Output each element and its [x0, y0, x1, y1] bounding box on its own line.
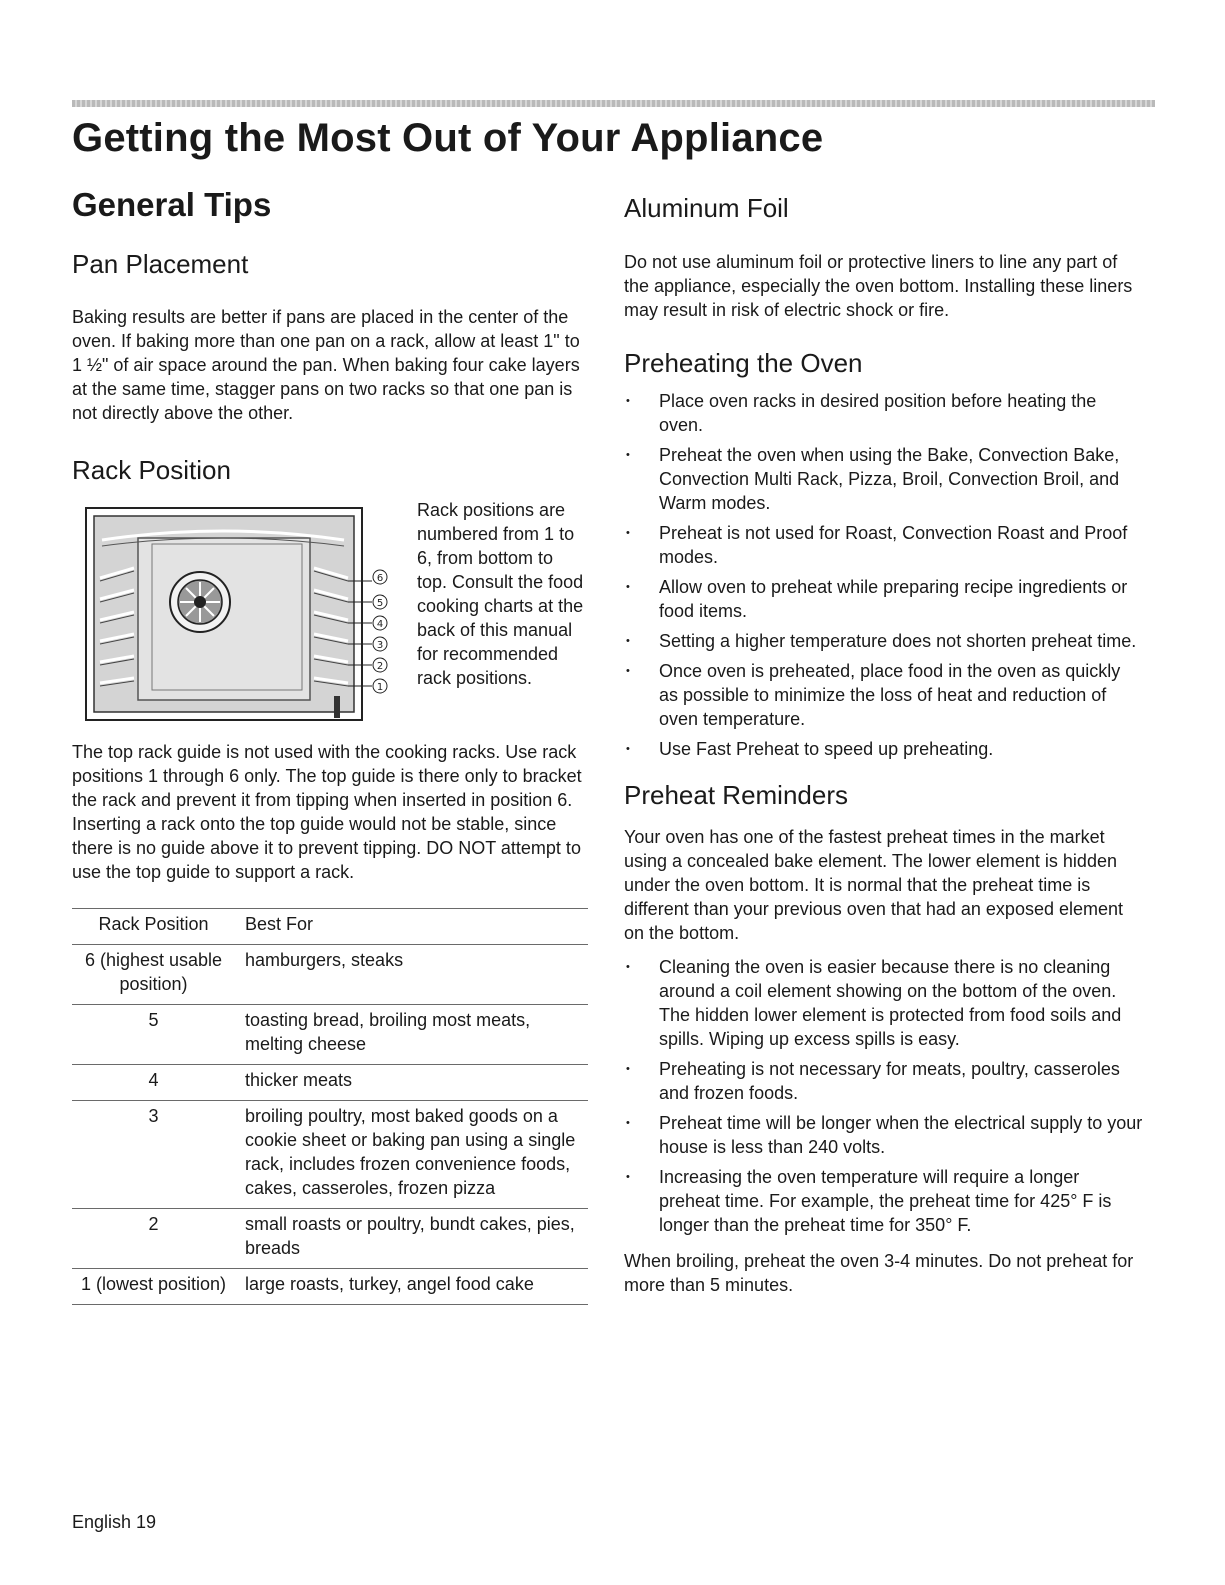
table-cell-rack: 1 (lowest position)	[72, 1269, 245, 1305]
table-cell-rack: 6 (highest usable position)	[72, 945, 245, 1005]
preheat-reminders-list	[624, 955, 1144, 1237]
table-cell-best: small roasts or poultry, bundt cakes, pies, breads	[245, 1209, 588, 1269]
aluminum-foil-heading: Aluminum Foil	[624, 193, 789, 223]
rack-figure-block	[72, 502, 592, 724]
table-cell-rack: 2	[72, 1209, 245, 1269]
rack-label-5	[373, 595, 387, 609]
table-cell-rack: 4	[72, 1065, 245, 1101]
svg-text:3: 3	[376, 640, 384, 651]
list-item: • Cleaning the oven is easier because there is no cleaning around a coil element showing on the bottom of the oven. The hidden lower element is protected from food soils and spills. Wiping up excess spills is easy.	[624, 955, 1144, 1051]
rack-position-table	[72, 908, 588, 1305]
section-title: General Tips	[72, 186, 272, 223]
table-row	[72, 1065, 588, 1101]
left-column	[72, 186, 592, 1305]
table-row	[72, 945, 588, 1005]
rack-position-heading: Rack Position	[72, 455, 231, 485]
table-row	[72, 1269, 588, 1305]
preheat-reminders-heading: Preheat Reminders	[624, 780, 848, 810]
header-rule	[72, 100, 1155, 107]
list-item: • Allow oven to preheat while preparing recipe ingredients or food items.	[624, 575, 1144, 623]
rack-label-6	[373, 570, 387, 584]
aluminum-foil-text: Do not use aluminum foil or protective liners to line any part of the appliance, especially the oven bottom. Installing these liners may result in risk of electric shock or fire.	[624, 252, 1133, 320]
table-cell-rack: 5	[72, 1005, 245, 1065]
list-item: • Once oven is preheated, place food in the oven as quickly as possible to minimize the loss of heat and reduction of oven temperature.	[624, 659, 1144, 731]
table-header-row	[72, 909, 588, 945]
table-cell-best: broiling poultry, most baked goods on a cookie sheet or baking pan using a single rack, includes frozen convenience foods, cakes, casseroles, frozen pizza	[245, 1101, 588, 1209]
preheating-heading: Preheating the Oven	[624, 348, 863, 378]
list-item: • Preheating is not necessary for meats, poultry, casseroles and frozen foods.	[624, 1057, 1144, 1105]
svg-text:4: 4	[376, 619, 384, 630]
table-row	[72, 1101, 588, 1209]
rack-label-3	[373, 637, 387, 651]
table-cell-best: thicker meats	[245, 1065, 588, 1101]
list-item: • Preheat time will be longer when the electrical supply to your house is less than 240 volts.	[624, 1111, 1144, 1159]
rack-position-text: The top rack guide is not used with the cooking racks. Use rack positions 1 through 6 only. The top guide is there only to bracket the rack and prevent it from tipping when inserted in position 6. Inserting a rack onto the top guide would not be stable, since there is no guide above it to prevent tipping. DO NOT attempt to use the top guide to support a rack.	[72, 742, 582, 882]
svg-text:6: 6	[376, 573, 384, 584]
pan-placement-text: Baking results are better if pans are placed in the center of the oven. If baking more than one pan on a rack, allow at least 1" to 1 ½" of air space around the pan. When baking four cake layers at the same time, stagger pans on two racks so that one pan is not directly above the other.	[72, 307, 580, 423]
table-header-rack: Rack Position	[72, 909, 245, 945]
oven-rack-diagram	[72, 502, 407, 724]
list-item: • Place oven racks in desired position before heating the oven.	[624, 389, 1144, 437]
list-item: • Increasing the oven temperature will require a longer preheat time. For example, the preheat time for 425° F is longer than the preheat time for 350° F.	[624, 1165, 1144, 1237]
preheat-closing-text: When broiling, preheat the oven 3-4 minutes. Do not preheat for more than 5 minutes.	[624, 1251, 1134, 1295]
list-item: • Preheat is not used for Roast, Convection Roast and Proof modes.	[624, 521, 1144, 569]
preheat-reminders-intro: Your oven has one of the fastest preheat times in the market using a concealed bake element. The lower element is hidden under the oven bottom. It is normal that the preheat time is different than your previous oven that had an exposed element on the bottom.	[624, 827, 1124, 943]
rack-label-4	[373, 616, 387, 630]
list-item: • Use Fast Preheat to speed up preheating.	[624, 737, 1144, 761]
right-column	[624, 186, 1144, 1297]
rack-label-1	[373, 679, 387, 693]
table-row	[72, 1209, 588, 1269]
table-cell-best: toasting bread, broiling most meats, melting cheese	[245, 1005, 588, 1065]
table-row	[72, 1005, 588, 1065]
page-footer: English 19	[72, 1512, 157, 1532]
rack-note: Rack positions are numbered from 1 to 6, from bottom to top. Consult the food cooking charts at the back of this manual for recommended rack positions.	[417, 500, 584, 688]
preheating-list	[624, 389, 1144, 761]
table-cell-rack: 3	[72, 1101, 245, 1209]
table-cell-best: large roasts, turkey, angel food cake	[245, 1269, 588, 1305]
svg-text:1: 1	[376, 682, 384, 693]
pan-placement-heading: Pan Placement	[72, 249, 249, 279]
list-item: • Setting a higher temperature does not shorten preheat time.	[624, 629, 1144, 653]
table-cell-best: hamburgers, steaks	[245, 945, 588, 1005]
table-header-best: Best For	[245, 909, 588, 945]
page-title: Getting the Most Out of Your Appliance	[72, 116, 824, 160]
svg-text:2: 2	[376, 661, 384, 672]
list-item: • Preheat the oven when using the Bake, Convection Bake, Convection Multi Rack, Pizza, Broil, Convection Broil, and Warm modes.	[624, 443, 1144, 515]
rack-label-2	[373, 658, 387, 672]
svg-text:5: 5	[376, 598, 384, 609]
